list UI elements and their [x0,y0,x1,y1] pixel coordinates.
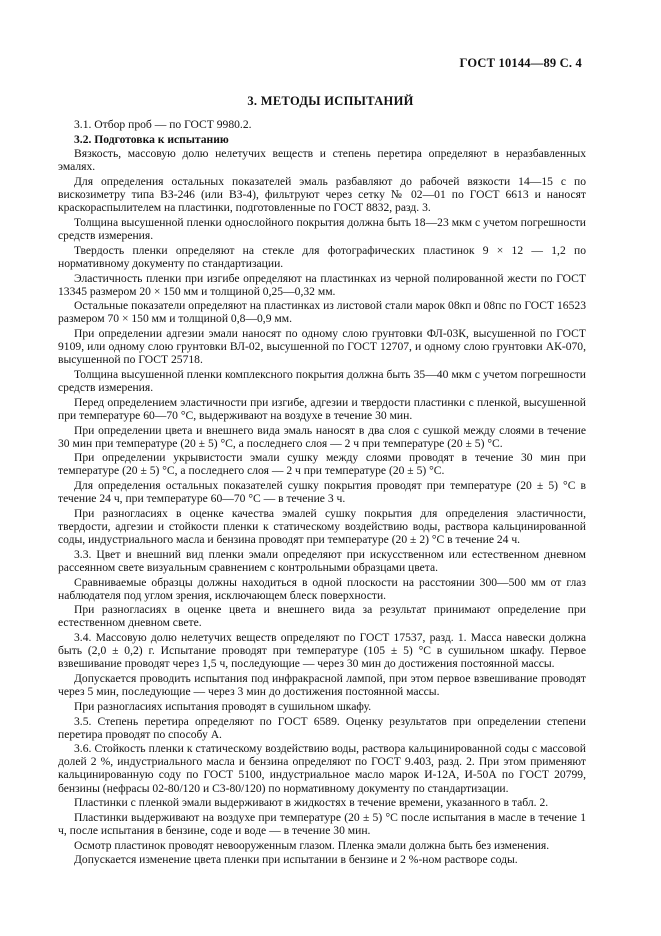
document-body [58,118,586,868]
paragraph: 3.3. Цвет и внешний вид пленки эмали определяют при искусственном или естественном дневном рассеянном свете визуальным сравнением с контрольными образцами цвета. [58,547,586,574]
paragraph: Эластичность пленки при изгибе определяют на пластинках из черной полированной жести по ГОСТ 13345 размером 20 × 150 мм и толщиной 0,25—0,32 мм. [58,271,586,298]
subsection-heading [58,133,586,146]
paragraph: 3.4. Массовую долю нелетучих веществ определяют по ГОСТ 17537, разд. 1. Масса навески должна быть (2,0 ± 0,2) г. Испытание проводят при температуре (105 ± 5) °С в сушильном шкафу. Первое взвешивание проводят через 1,5 ч, последующие — через 30 мин до достижения постоянной массы. [58,631,586,671]
subsection-heading-text: 3.2. Подготовка к испытанию [74,132,229,146]
paragraph: 3.5. Степень перетира определяют по ГОСТ 6589. Оценку результатов при определении степени перетира проводят по способу А. [58,714,586,741]
section-title: 3. МЕТОДЫ ИСПЫТАНИЙ [247,94,414,108]
paragraph: Остальные показатели определяют на пластинках из листовой стали марок 08кп и 08пс по ГОСТ 16523 размером 70 × 150 мм и толщиной 0,8—0,9 мм. [58,299,586,326]
paragraph: При разногласиях в оценке качества эмалей сушку покрытия для определения эластичности, твердости, адгезии и стойкости пленки к статическому воздействию воды, раствора кальцинированной соды, индустриального масла и бензина проводят при температуре (20 ± 2) °С в течение 24 ч. [58,506,586,547]
paragraph: Вязкость, массовую долю нелетучих веществ и степень перетира определяют в неразбавленных эмалях. [58,147,586,174]
paragraph: При определении адгезии эмали наносят по одному слою грунтовки ФЛ-03К, высушенной по ГОСТ 9109, или одному слою грунтовки ВЛ-02, высушенной по ГОСТ 12707, и одному слою грунтовки АК-070, высушенной по ГОСТ 25718. [58,327,586,367]
paragraph: При разногласиях в оценке цвета и внешнего вида за результат принимают определение при естественном дневном свете. [58,603,586,630]
paragraph: При определении цвета и внешнего вида эмаль наносят в два слоя с сушкой между слоями в течение 30 мин при температуре (20 ± 5) °С, а последнего слоя — 2 ч при температуре (20 ± 5) °С. [58,423,586,450]
paragraph: При определении укрывистости эмали сушку между слоями проводят в течение 30 мин при температуре (20 ± 5) °С, а последнего слоя — 2 ч при температуре (20 ± 5) °С. [58,451,586,478]
paragraph: Пластинки выдерживают на воздухе при температуре (20 ± 5) °С после испытания в масле в течение 1 ч, после испытания в бензине, соде и воде — в течение 30 мин. [58,810,586,838]
paragraph: Пластинки с пленкой эмали выдерживают в жидкостях в течение времени, указанного в табл. 2. [74,796,549,810]
paragraph: Допускается проводить испытания под инфракрасной лампой, при этом первое взвешивание проводят через 5 мин, последующие — через 3 мин до достижения постоянной массы. [58,672,586,699]
paragraph: 3.6. Стойкость пленки к статическому воздействию воды, раствора кальцинированной соды с массовой долей 2 %, индустриального масла и бензина определяют по ГОСТ 9.403, разд. 2. При этом применяют кальцинированную соду по ГОСТ 5100, индустриальное масло марок И-12А, И-50А по ГОСТ 20799, бензины (нефрасы 02-80/120 и С3-80/120) по нормативному документу по стандартизации. [58,742,586,795]
paragraph: 3.1. Отбор проб — по ГОСТ 9980.2. [74,118,252,131]
paragraph: При разногласиях испытания проводят в сушильном шкафу. [74,699,372,713]
paragraph: Толщина высушенной пленки комплексного покрытия должна быть 35—40 мкм с учетом погрешности средств измерения. [58,368,586,395]
paragraph: Осмотр пластинок проводят невооруженным глазом. Пленка эмали должна быть без изменения. [74,838,550,852]
page-header: ГОСТ 10144—89 С. 4 [459,56,582,70]
paragraph: Твердость пленки определяют на стекле для фотографических пластинок 9 × 12 — 1,2 по нормативному документу по стандартизации. [58,243,586,270]
paragraph: Сравниваемые образцы должны находиться в одной плоскости на расстоянии 300—500 мм от глаз наблюдателя под углом зрения, исключающем блеск поверхности. [58,575,586,602]
paragraph: Перед определением эластичности при изгибе, адгезии и твердости пластинки с пленкой, высушенной при температуре 60—70 °С, выдерживают на воздухе в течение 30 мин. [58,395,586,422]
paragraph: Толщина высушенной пленки однослойного покрытия должна быть 18—23 мкм с учетом погрешности средств измерения. [58,216,586,243]
paragraph: Допускается изменение цвета пленки при испытании в бензине и 2 %-ном растворе соды. [74,853,518,867]
paragraph: Для определения остальных показателей эмаль разбавляют до рабочей вязкости 14—15 с по вискозиметру типа ВЗ-246 (или ВЗ-4), фильтруют через сетку № 02—01 по ГОСТ 6613 и наносят краскораспылителем на пластинки, подготовленные по ГОСТ 8832, разд. 3. [58,175,586,215]
paragraph: Для определения остальных показателей сушку покрытия проводят при температуре (20 ± 5) °С в течение 24 ч, при температуре 60—70 °С — в течение 3 ч. [58,479,586,506]
